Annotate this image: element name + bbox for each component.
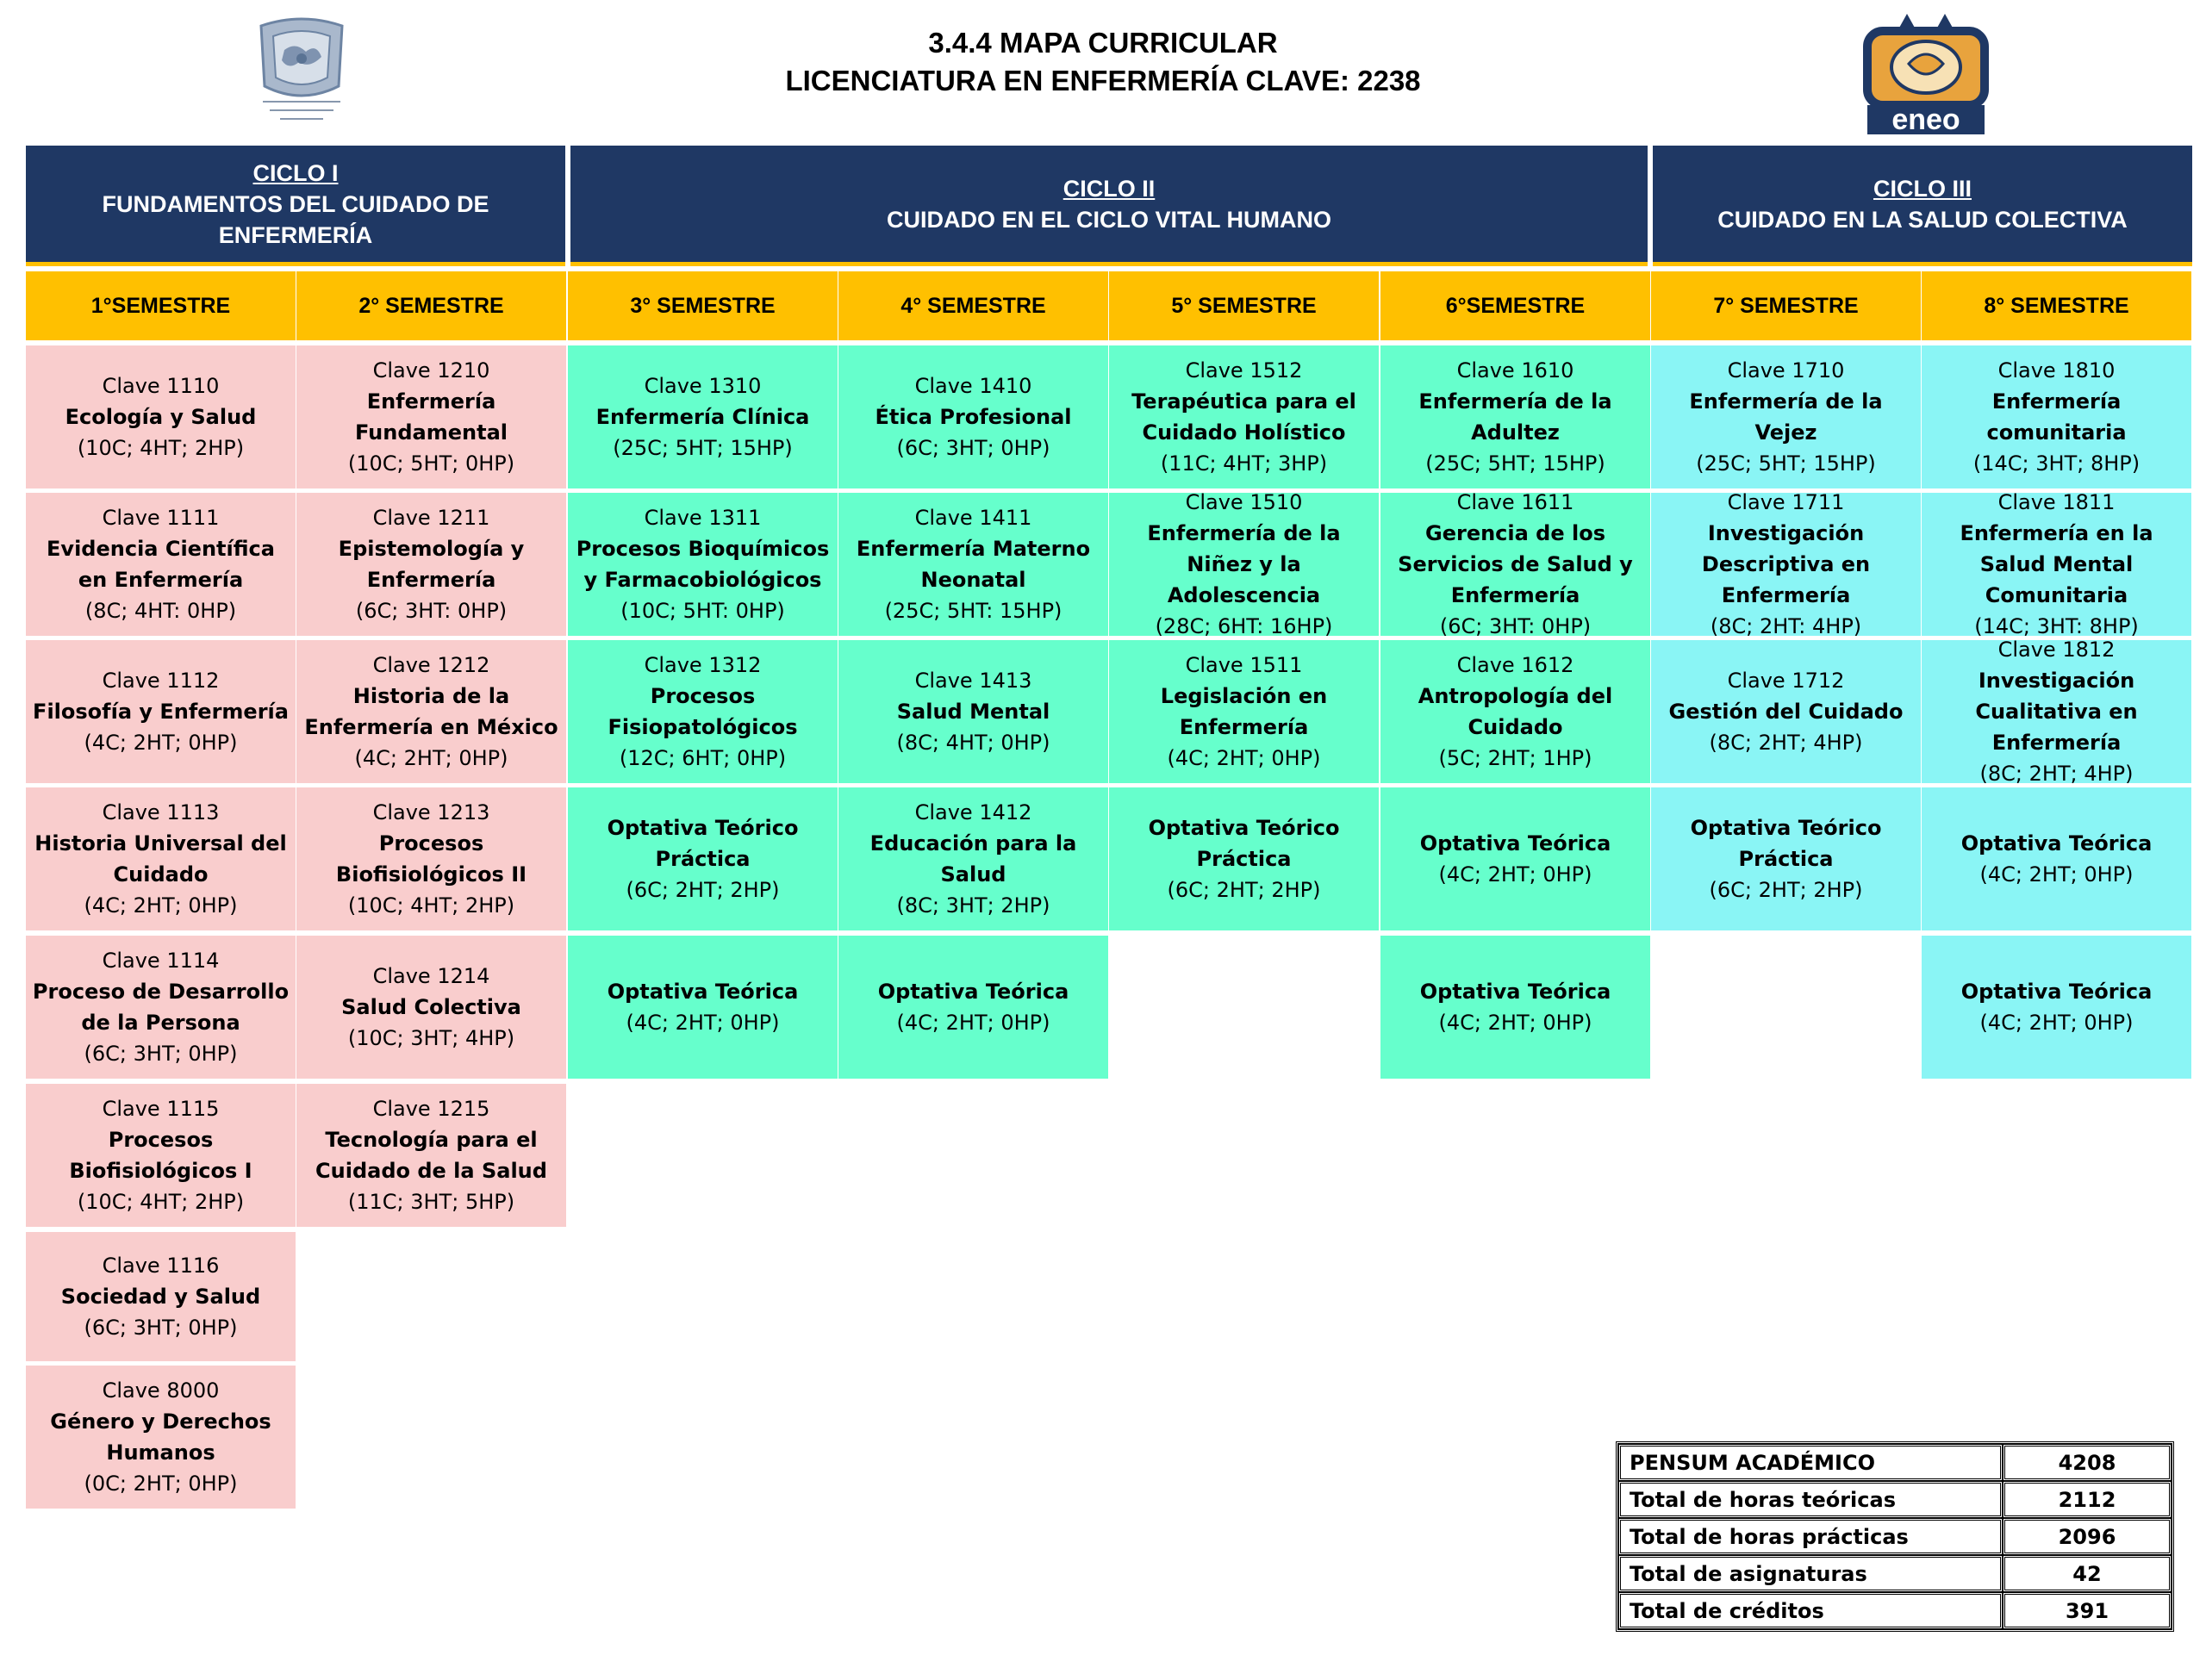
course-code: Clave 1312 [644,653,762,677]
course-code: Clave 1510 [1185,490,1303,514]
course-cell [26,1084,296,1227]
course-name: Ética Profesional [875,405,1072,429]
course-name: Sociedad y Salud [60,1285,261,1309]
course-cell [1651,787,1921,930]
course-name: Optativa Teórica [1419,980,1611,1004]
unam-seal-logo [246,16,358,129]
course-name: Optativa Teórico Práctica [607,816,799,871]
course-hours: (5C; 2HT; 1HP) [1438,746,1592,770]
course-cell [1922,638,2191,786]
course-hours: (10C; 4HT; 2HP) [77,436,245,460]
course-name: Enfermería en la Salud Mental Comunitaria [1960,521,2153,607]
course-name: Optativa Teórica [1960,831,2153,856]
course-cell [838,787,1108,930]
pensum-table [1616,1441,2174,1632]
semester-header: 4° SEMESTRE [838,271,1108,340]
course-name: Investigación Descriptiva en Enfermería [1701,521,1871,607]
course-code: Clave 1411 [914,506,1032,530]
course-cell [1651,345,1921,488]
course-hours: (12C; 6HT; 0HP) [619,746,787,770]
course-name: Optativa Teórica [1960,980,2153,1004]
course-hours: (10C; 3HT; 4HP) [347,1026,515,1050]
course-name: Historia de la Enfermería en México [304,684,558,739]
course-cell [26,345,296,488]
course-cell [1109,640,1379,783]
course-hours: (6C; 3HT; 0HP) [84,1316,238,1340]
course-hours: (4C; 2HT; 0HP) [354,746,508,770]
course-hours: (10C; 5HT; 0HP) [347,451,515,476]
course-cell [296,493,566,636]
course-code: Clave 1610 [1456,358,1574,383]
eneo-logo-text: eneo [1891,103,1960,136]
course-code: Clave 8000 [102,1378,220,1403]
pensum-row [1618,1444,2172,1481]
course-cell [1109,490,1379,638]
course-hours: (6C; 3HT; 0HP) [84,1042,238,1066]
course-hours: (4C; 2HT; 0HP) [84,893,238,918]
course-name: Educación para la Salud [869,831,1077,887]
course-hours: (8C; 3HT; 2HP) [896,893,1050,918]
course-name: Optativa Teórico Práctica [1690,816,1882,871]
course-cell [838,640,1108,783]
course-hours: (4C; 2HT; 0HP) [1979,862,2134,887]
course-cell [1380,490,1650,638]
course-name: Enfermería Materno Neonatal [856,537,1091,592]
course-name: Optativa Teórica [607,980,799,1004]
course-cell [26,787,296,930]
ciclo-1-desc-2: ENFERMERÍA [218,221,373,248]
course-cell [1380,787,1650,930]
course-name: Tecnología para el Cuidado de la Salud [315,1128,547,1183]
course-cell [26,1232,296,1361]
course-cell [1651,490,1921,638]
course-cell [296,1084,566,1227]
course-hours: (25C; 5HT; 15HP) [1425,451,1605,476]
title-line-2: LICENCIATURA EN ENFERMERÍA CLAVE: 2238 [785,65,1421,96]
course-name: Ecología y Salud [65,405,257,429]
pensum-value: 2112 [2003,1481,2172,1518]
course-name: Legislación en Enfermería [1160,684,1328,739]
pensum-label: Total de horas prácticas [1618,1518,2003,1555]
course-hours: (6C; 2HT; 2HP) [1167,878,1321,902]
course-name: Enfermería Clínica [595,405,810,429]
pensum-label: Total de asignaturas [1618,1555,2003,1592]
semester-header: 3° SEMESTRE [568,271,838,340]
course-code: Clave 1214 [372,964,490,988]
semester-header: 2° SEMESTRE [296,271,566,340]
course-name: Optativa Teórico Práctica [1148,816,1340,871]
ciclo-1-header [26,146,565,266]
course-name: Enfermería de la Adultez [1418,389,1612,445]
course-name: Terapéutica para el Cuidado Holístico [1131,389,1356,445]
pensum-value: 2096 [2003,1518,2172,1555]
course-name: Epistemología y Enfermería [338,537,525,592]
course-cell [1922,490,2191,638]
course-code: Clave 1810 [1997,358,2116,383]
course-cell [1380,936,1650,1079]
curriculum-grid [26,146,2192,1650]
course-hours: (6C; 2HT; 2HP) [1709,878,1863,902]
ciclo-3-name: CICLO III [1873,175,1972,202]
pensum-row [1618,1555,2172,1592]
eneo-logo [1857,10,1995,136]
course-hours: (8C; 4HT; 0HP) [896,731,1050,755]
course-name: Gerencia de los Servicios de Salud y Enfermería [1398,521,1633,607]
course-hours: (6C; 2HT; 2HP) [626,878,780,902]
course-name: Enfermería Fundamental [354,389,508,445]
course-hours: (6C; 3HT: 0HP) [355,599,508,623]
course-name: Proceso de Desarrollo de la Persona [32,980,290,1035]
semester-header: 8° SEMESTRE [1922,271,2191,340]
course-cell [1651,640,1921,783]
course-hours: (10C; 4HT; 2HP) [77,1190,245,1214]
pensum-row [1618,1518,2172,1555]
course-code: Clave 1210 [372,358,490,383]
pensum-label: Total de créditos [1618,1592,2003,1629]
course-hours: (14C; 3HT: 8HP) [1974,614,2139,638]
course-cell [1109,787,1379,930]
course-cell [1922,345,2191,488]
pensum-value: 391 [2003,1592,2172,1629]
course-code: Clave 1512 [1185,358,1303,383]
course-code: Clave 1611 [1456,490,1574,514]
ciclo-3-header [1653,146,2192,266]
pensum-label: PENSUM ACADÉMICO [1618,1444,2003,1481]
course-cell [568,640,838,783]
course-cell [296,345,566,488]
course-name: Evidencia Científica en Enfermería [47,537,275,592]
course-name: Procesos Bioquímicos y Farmacobiológicos [576,537,830,592]
pensum-label: Total de horas teóricas [1618,1481,2003,1518]
course-cell [296,787,566,930]
course-hours: (8C; 4HT: 0HP) [84,599,237,623]
course-code: Clave 1211 [372,506,490,530]
course-code: Clave 1511 [1185,653,1303,677]
course-hours: (25C; 5HT; 15HP) [613,436,793,460]
course-cell [26,1366,296,1509]
course-hours: (8C; 2HT; 4HP) [1979,762,2134,786]
course-cell [838,345,1108,488]
course-code: Clave 1114 [102,949,220,973]
course-cell [1922,936,2191,1079]
course-cell [568,345,838,488]
course-hours: (4C; 2HT; 0HP) [626,1011,780,1035]
course-cell [838,493,1108,636]
ciclo-1-name: CICLO I [252,159,339,186]
pensum-value: 42 [2003,1555,2172,1592]
course-code: Clave 1711 [1727,490,1845,514]
course-name: Enfermería de la Vejez [1689,389,1883,445]
course-hours: (8C; 2HT; 4HP) [1709,731,1863,755]
course-hours: (25C; 5HT: 15HP) [884,599,1062,623]
course-code: Clave 1112 [102,669,220,693]
pensum-row [1618,1481,2172,1518]
ciclo-2-header [570,146,1648,266]
course-name: Optativa Teórica [1419,831,1611,856]
course-name: Gestión del Cuidado [1668,700,1904,724]
course-code: Clave 1310 [644,374,762,398]
course-hours: (4C; 2HT; 0HP) [1167,746,1321,770]
course-hours: (6C; 3HT: 0HP) [1439,614,1592,638]
course-name: Historia Universal del Cuidado [34,831,287,887]
pensum-value: 4208 [2003,1444,2172,1481]
course-hours: (10C; 5HT: 0HP) [620,599,785,623]
course-hours: (11C; 3HT; 5HP) [347,1190,515,1214]
course-code: Clave 1215 [372,1097,490,1121]
course-name: Salud Colectiva [341,995,521,1019]
course-code: Clave 1612 [1456,653,1574,677]
course-cell [1109,345,1379,488]
course-hours: (4C; 2HT; 0HP) [84,731,238,755]
course-code: Clave 1212 [372,653,490,677]
course-code: Clave 1115 [102,1097,220,1121]
course-code: Clave 1811 [1997,490,2116,514]
course-hours: (6C; 3HT; 0HP) [896,436,1050,460]
course-code: Clave 1710 [1727,358,1845,383]
semester-header: 7° SEMESTRE [1651,271,1921,340]
course-cell [296,640,566,783]
course-name: Optativa Teórica [877,980,1069,1004]
ciclo-2-name: CICLO II [1062,175,1156,202]
course-hours: (10C; 4HT; 2HP) [347,893,515,918]
course-code: Clave 1812 [1997,638,2116,662]
course-code: Clave 1412 [914,800,1032,824]
course-name: Procesos Fisiopatológicos [608,684,798,739]
course-code: Clave 1311 [644,506,762,530]
course-hours: (4C; 2HT; 0HP) [1979,1011,2134,1035]
title-line-1: 3.4.4 MAPA CURRICULAR [928,27,1278,59]
course-code: Clave 1110 [102,374,220,398]
pensum-row [1618,1592,2172,1629]
course-hours: (11C; 4HT; 3HP) [1160,451,1328,476]
course-name: Salud Mental [896,700,1050,724]
course-code: Clave 1712 [1727,669,1845,693]
course-cell [568,936,838,1079]
course-hours: (4C; 2HT; 0HP) [896,1011,1050,1035]
course-cell [26,640,296,783]
course-code: Clave 1111 [102,506,220,530]
course-name: Enfermería de la Niñez y la Adolescencia [1147,521,1341,607]
course-cell [1922,787,2191,930]
semester-header: 5° SEMESTRE [1109,271,1379,340]
course-hours: (28C; 6HT: 16HP) [1155,614,1333,638]
course-cell [26,936,296,1079]
course-cell [26,493,296,636]
course-code: Clave 1116 [102,1254,220,1278]
course-name: Enfermería comunitaria [1986,389,2127,445]
course-cell [1380,640,1650,783]
course-hours: (25C; 5HT; 15HP) [1696,451,1876,476]
course-hours: (4C; 2HT; 0HP) [1438,1011,1592,1035]
course-code: Clave 1113 [102,800,220,824]
course-cell [838,936,1108,1079]
course-name: Filosofía y Enfermería [33,700,289,724]
course-hours: (14C; 3HT; 8HP) [1972,451,2141,476]
course-cell [568,787,838,930]
course-name: Procesos Biofisiológicos I [69,1128,252,1183]
course-cell [296,936,566,1079]
course-cell [1380,345,1650,488]
course-hours: (0C; 2HT; 0HP) [84,1472,238,1496]
ciclo-2-desc-1: CUIDADO EN EL CICLO VITAL HUMANO [886,206,1331,233]
course-hours: (4C; 2HT; 0HP) [1438,862,1592,887]
course-name: Antropología del Cuidado [1418,684,1613,739]
course-code: Clave 1410 [914,374,1032,398]
semester-header: 1°SEMESTRE [26,271,296,340]
ciclo-1-desc-1: FUNDAMENTOS DEL CUIDADO DE [102,190,489,217]
course-name: Procesos Biofisiológicos II [335,831,527,887]
course-name: Género y Derechos Humanos [50,1409,271,1465]
course-hours: (8C; 2HT: 4HP) [1710,614,1862,638]
semester-header: 6°SEMESTRE [1380,271,1650,340]
course-code: Clave 1413 [914,669,1032,693]
course-code: Clave 1213 [372,800,490,824]
course-cell [568,493,838,636]
ciclo-3-desc-1: CUIDADO EN LA SALUD COLECTIVA [1717,206,2128,233]
course-name: Investigación Cualitativa en Enfermería [1975,669,2138,755]
